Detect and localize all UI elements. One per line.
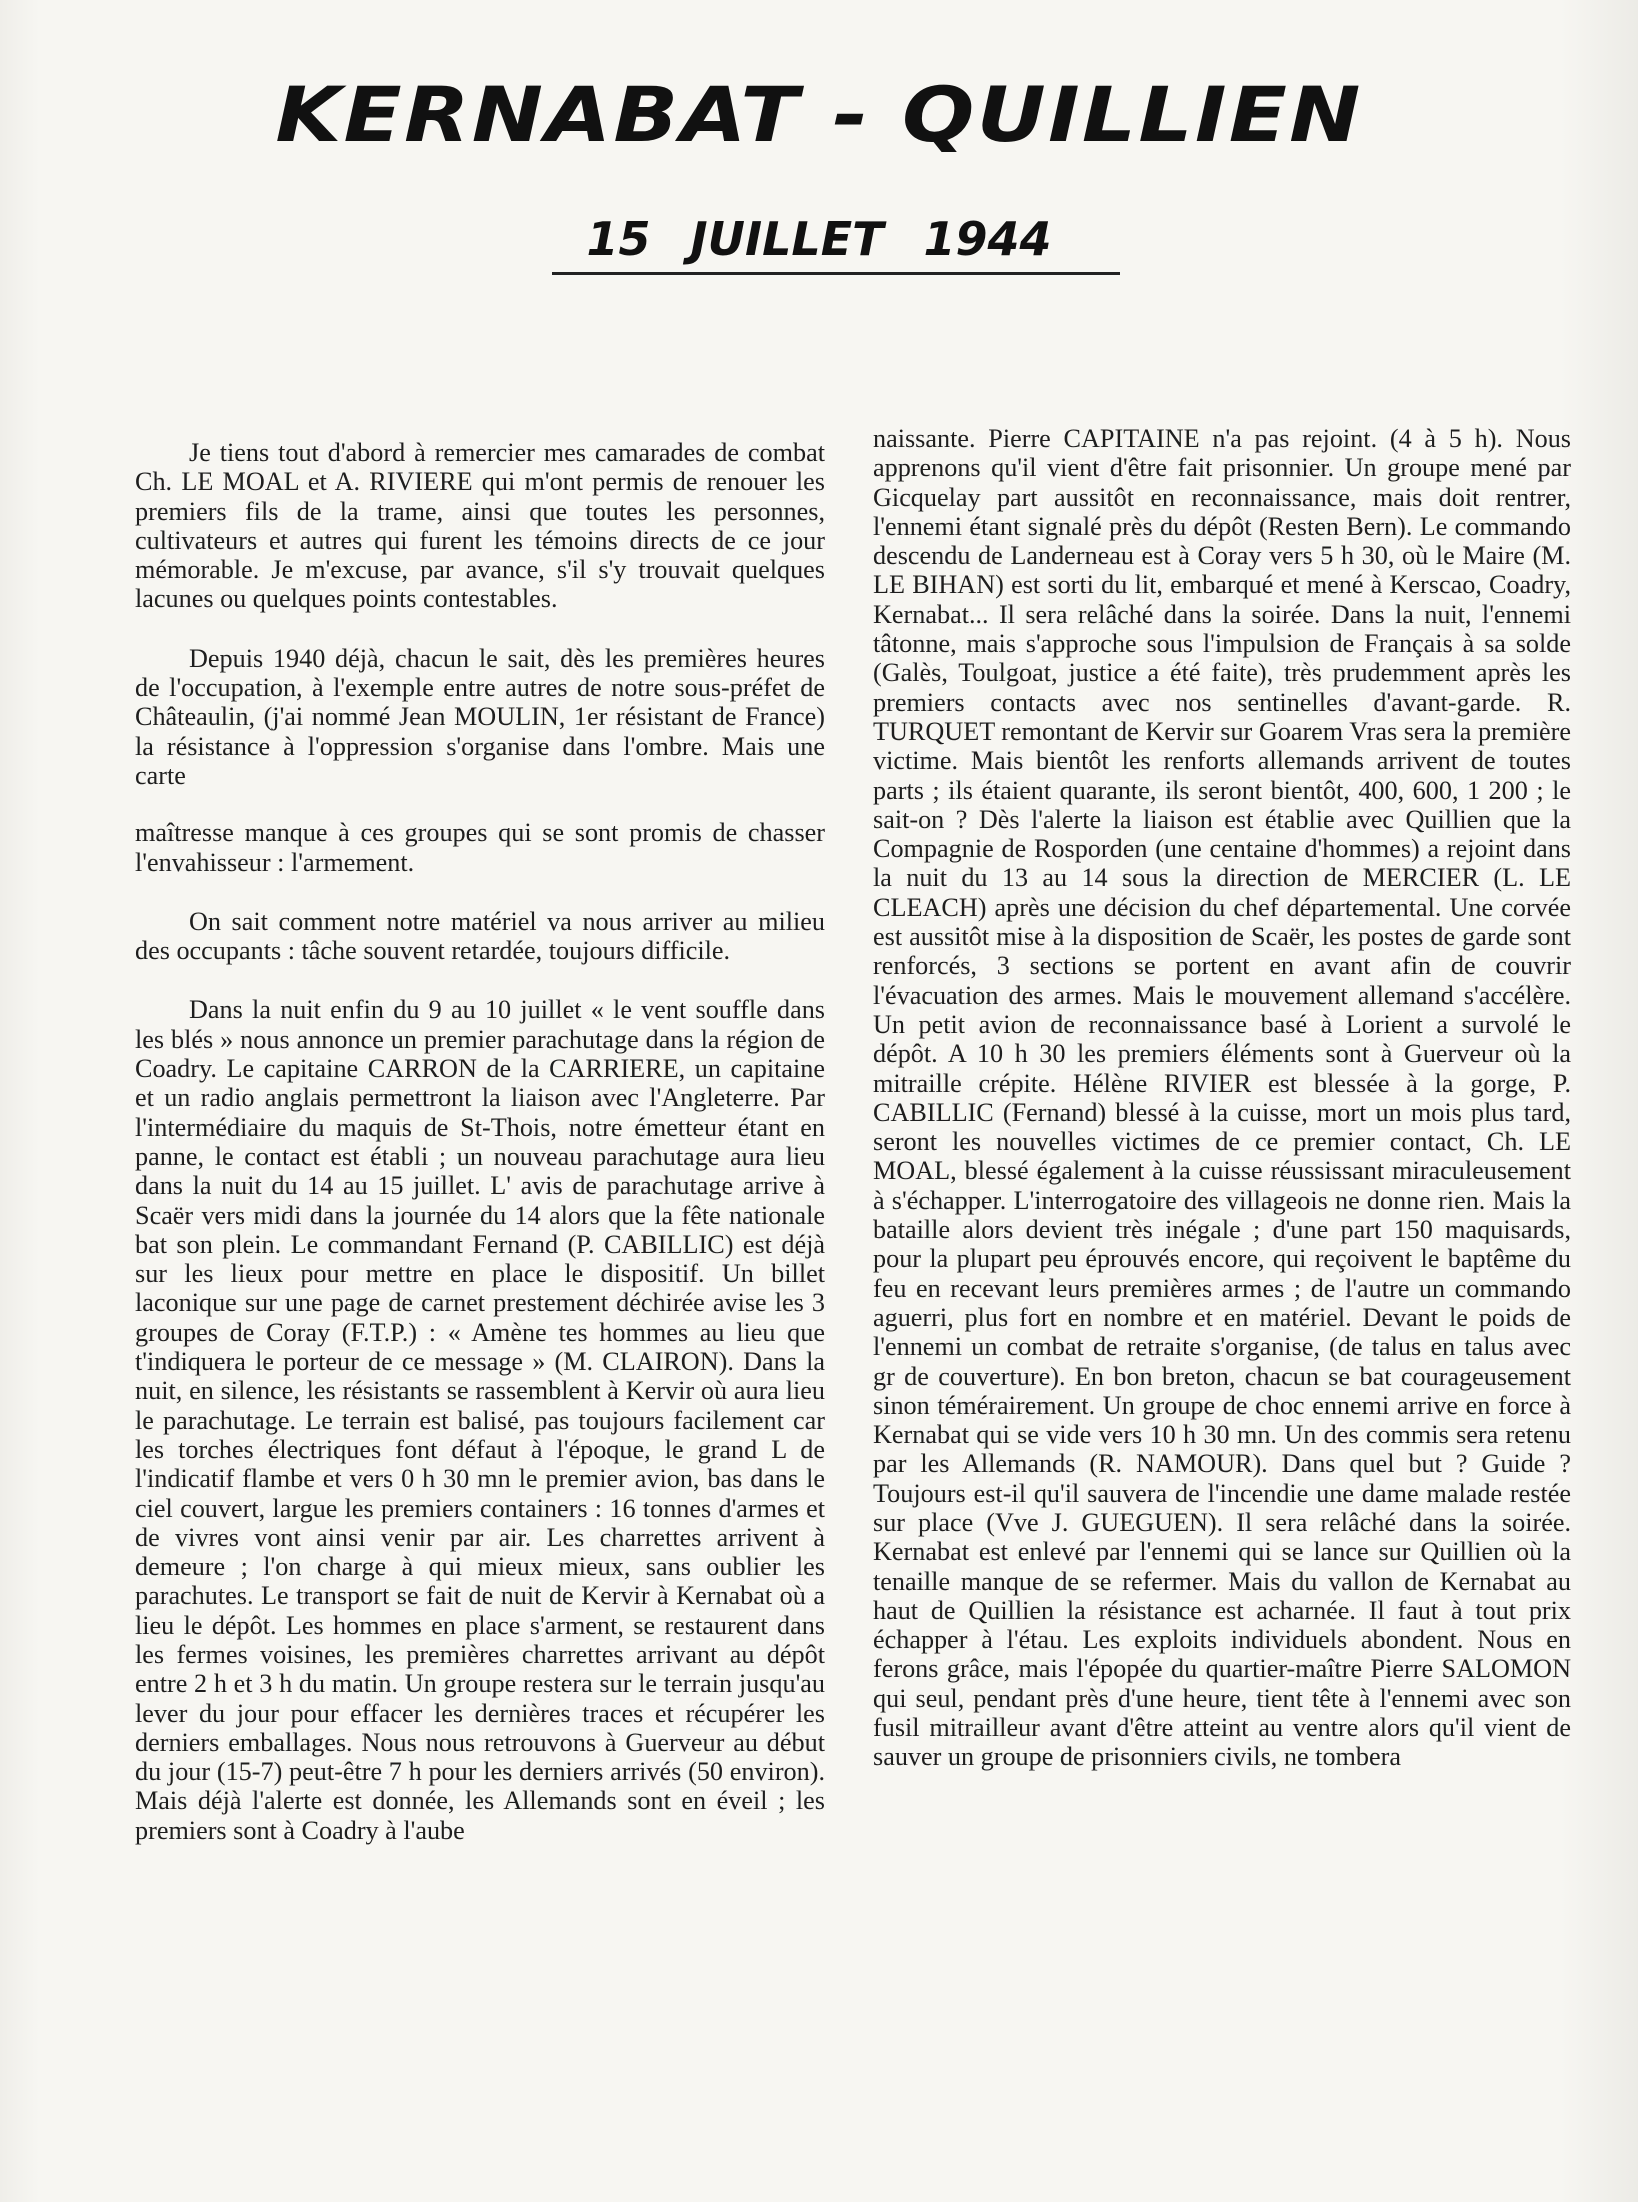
left-column bbox=[135, 438, 825, 1875]
page-subtitle-date: 15 JUILLET 1944 bbox=[586, 212, 1052, 266]
paragraph: On sait comment notre matériel va nous arriver au milieu des occupants : tâche souvent retardée, toujours difficile. bbox=[135, 906, 825, 966]
right-column bbox=[873, 424, 1571, 1802]
paragraph: Dans la nuit enfin du 9 au 10 juillet « le vent souffle dans les blés » nous annonce un premier parachutage dans la région de Coadry. Le capitaine CARRON de la CARRIERE, un capitaine et un radio anglais permettront la liaison avec l'Angleterre. Par l'intermédiaire du maquis de St-Thois, notre émetteur étant en panne, le contact est établi ; un nouveau parachutage aura lieu dans la nuit du 14 au 15 juillet. L' avis de parachutage arrive à Scaër vers midi dans la journée du 14 alors que la fête nationale bat son plein. Le commandant Fernand (P. CABILLIC) est déjà sur les lieux pour mettre en place le dispositif. Un billet laconique sur une page de carnet prestement déchirée avise les 3 groupes de Coray (F.T.P.) : « Amène tes hommes au lieu que t'indiquera le porteur de ce message » (M. CLAIRON). Dans la nuit, en silence, les résistants se rassemblent à Kervir où aura lieu le parachutage. Le terrain est balisé, pas toujours facilement car les torches électriques font défaut à l'époque, le grand L de l'indicatif flambe et vers 0 h 30 mn le premier avion, bas dans le ciel couvert, largue les premiers containers : 16 tonnes d'armes et de vivres vont ainsi venir par air. Les charrettes arrivent à demeure ; l'on charge à qui mieux mieux, sans oublier les parachutes. Le transport se fait de nuit de Kervir à Kernabat où a lieu le dépôt. Les hommes en place s'arment, se restaurent dans les fermes voisines, les premières charrettes arrivant au dépôt entre 2 h et 3 h du matin. Un groupe restera sur le terrain jusqu'au lever du jour pour effacer les dernières traces et récupérer les derniers emballages. Nous nous retrouvons à Guerveur au début du jour (15-7) peut-être 7 h pour les derniers arrivés (50 environ). Mais déjà l'alerte est donnée, les Allemands sont en éveil ; les premiers sont à Coadry à l'aube bbox=[135, 995, 825, 1845]
paragraph: Depuis 1940 déjà, chacun le sait, dès les premières heures de l'occupation, à l'exemple entre autres de notre sous-préfet de Châteaulin, (j'ai nommé Jean MOULIN, 1er résistant de France) la résistance à l'oppression s'organise dans l'ombre. Mais une carte bbox=[135, 643, 825, 790]
paragraph: maîtresse manque à ces groupes qui se sont promis de chasser l'envahisseur : l'armement. bbox=[135, 818, 825, 877]
paragraph: Je tiens tout d'abord à remercier mes camarades de combat Ch. LE MOAL et A. RIVIERE qui m'ont permis de renouer les premiers fils de la trame, ainsi que toutes les personnes, cultivateurs et autres qui furent les témoins directs de ce jour mémorable. Je m'excuse, par avance, s'il s'y trouvait quelques lacunes ou quelques points contestables. bbox=[135, 438, 825, 614]
page-title: KERNABAT - QUILLIEN bbox=[275, 70, 1363, 159]
paragraph: naissante. Pierre CAPITAINE n'a pas rejoint. (4 à 5 h). Nous apprenons qu'il vient d'être fait prisonnier. Un groupe mené par Gicquelay part aussitôt en reconnaissance, mais doit rentrer, l'ennemi étant signalé près du dépôt (Resten Bern). Le commando descendu de Landerneau est à Coray vers 5 h 30, où le Maire (M. LE BIHAN) est sorti du lit, embarqué et mené à Kerscao, Coadry, Kernabat... Il sera relâché dans la soirée. Dans la nuit, l'ennemi tâtonne, mais s'approche sous l'impulsion de Français à sa solde (Galès, Toulgoat, justice a été faite), très prudemment après les premiers contacts avec nos sentinelles d'avant-garde. R. TURQUET remontant de Kervir sur Goarem Vras sera la première victime. Mais bientôt les renforts allemands arrivent de toutes parts ; ils étaient quarante, ils seront bientôt, 400, 600, 1 200 ; le sait-on ? Dès l'alerte la liaison est établie avec Quillien que la Compagnie de Rosporden (une centaine d'hommes) a rejoint dans la nuit du 13 au 14 sous la direction de MERCIER (L. LE CLEACH) après une décision du chef départemental. Une corvée est aussitôt mise à la disposition de Scaër, les postes de garde sont renforcés, 3 sections se portent en avant afin de couvrir l'évacuation des armes. Mais le mouvement allemand s'accélère. Un petit avion de reconnaissance basé à Lorient a survolé le dépôt. A 10 h 30 les premiers éléments sont à Guerveur où la mitraille crépite. Hélène RIVIER est blessée à la gorge, P. CABILLIC (Fernand) blessé à la cuisse, mort un mois plus tard, seront les nouvelles victimes de ce premier contact, Ch. LE MOAL, blessé également à la cuisse réussissant miraculeusement à s'échapper. L'interrogatoire des villageois ne donne rien. Mais la bataille alors devient très inégale ; d'une part 150 maquisards, pour la plupart peu éprouvés encore, qui reçoivent le baptême du feu en recevant leurs premières armes ; de l'autre un commando aguerri, plus fort en nombre et en matériel. Devant le poids de l'ennemi un combat de retraite s'organise, (de talus en talus avec gr de couverture). En bon breton, chacun se bat courageusement sinon témérairement. Un groupe de choc ennemi arrive en force à Kernabat qui se vide vers 10 h 30 mn. Un des commis sera retenu par les Allemands (R. NAMOUR). Dans quel but ? Guide ? Toujours est-il qu'il sauvera de l'incendie une dame malade restée sur place (Vve J. GUEGUEN). Il sera relâché dans la soirée. Kernabat est enlevé par l'ennemi qui se lance sur Quillien où la tenaille manque de se refermer. Mais du vallon de Kernabat au haut de Quillien la résistance est acharnée. Il faut à tout prix échapper à l'étau. Les exploits individuels abondent. Nous en ferons grâce, mais l'épopée du quartier-maître Pierre SALOMON qui seul, pendant près d'une heure, tient tête à l'ennemi avec son fusil mitrailleur avant d'être atteint au ventre alors qu'il vient de sauver un groupe de prisonniers civils, ne tombera bbox=[873, 424, 1571, 1772]
subtitle-underline bbox=[552, 272, 1120, 275]
